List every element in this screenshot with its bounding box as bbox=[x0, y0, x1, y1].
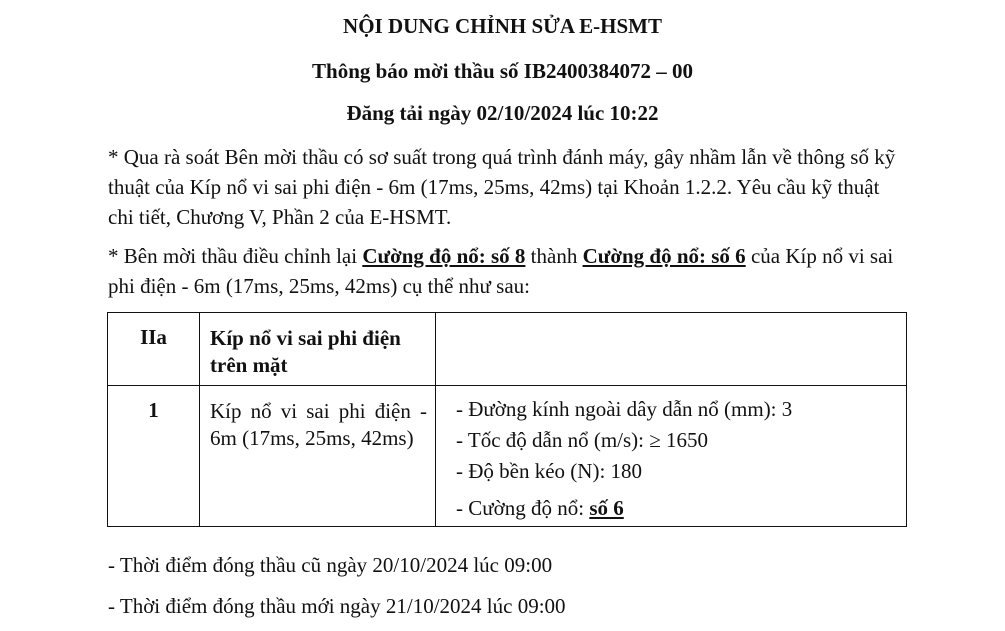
header-name-cell bbox=[200, 313, 436, 386]
para2-middle: thành bbox=[525, 244, 583, 268]
para2-prefix: * Bên mời thầu điều chỉnh lại bbox=[108, 244, 363, 268]
row-index: 1 bbox=[148, 398, 159, 422]
spec-list bbox=[436, 386, 906, 524]
row-name-cell bbox=[200, 386, 436, 527]
spec-tensile-strength: - Độ bền kéo (N): 180 bbox=[456, 459, 643, 483]
posted-date: Đăng tải ngày 02/10/2024 lúc 10:22 bbox=[346, 101, 659, 125]
document-title: NỘI DUNG CHỈNH SỬA E-HSMT bbox=[343, 14, 662, 38]
para2-suffix: của Kíp nổ vi sai phi điện - 6m (17ms, 25ms, 42ms) cụ thể như sau: bbox=[108, 244, 894, 298]
header-name: Kíp nổ vi sai phi điện trên mặt bbox=[210, 326, 401, 377]
intro-paragraph-2 bbox=[108, 241, 898, 301]
new-closing-time: - Thời điểm đóng thầu mới ngày 21/10/2024 lúc 09:00 bbox=[108, 594, 566, 618]
row-spec-cell bbox=[436, 386, 907, 527]
spec-table bbox=[107, 312, 907, 527]
table-row bbox=[108, 386, 907, 527]
spec-strength bbox=[456, 493, 906, 524]
header-code-cell bbox=[108, 313, 200, 386]
row-index-cell bbox=[108, 386, 200, 527]
header-spec-cell bbox=[436, 313, 907, 386]
spec-detonation-velocity: - Tốc độ dẫn nổ (m/s): ≥ 1650 bbox=[456, 428, 709, 452]
header-code: IIa bbox=[140, 325, 167, 349]
spec-outer-diameter: - Đường kính ngoài dây dẫn nổ (mm): 3 bbox=[456, 397, 793, 421]
intro-paragraph-1: * Qua rà soát Bên mời thầu có sơ suất trong quá trình đánh máy, gây nhầm lẫn về thông số kỹ thuật của Kíp nổ vi sai phi điện - 6m (17ms, 25ms, 42ms) tại Khoản 1.2.2. Yêu cầu kỹ thuật chi tiết, Chương V, Phần 2 của E-HSMT. bbox=[108, 145, 896, 229]
new-value: Cường độ nổ: số 6 bbox=[582, 244, 746, 268]
table-header-row bbox=[108, 313, 907, 386]
strength-value: số 6 bbox=[589, 496, 624, 520]
notice-number: Thông báo mời thầu số IB2400384072 – 00 bbox=[312, 59, 693, 83]
old-value: Cường độ nổ: số 8 bbox=[362, 244, 526, 268]
old-closing-time: - Thời điểm đóng thầu cũ ngày 20/10/2024 lúc 09:00 bbox=[108, 553, 553, 577]
strength-label: - Cường độ nổ: bbox=[456, 496, 590, 520]
row-name: Kíp nổ vi sai phi điện - 6m (17ms, 25ms, 42ms) bbox=[210, 399, 427, 450]
